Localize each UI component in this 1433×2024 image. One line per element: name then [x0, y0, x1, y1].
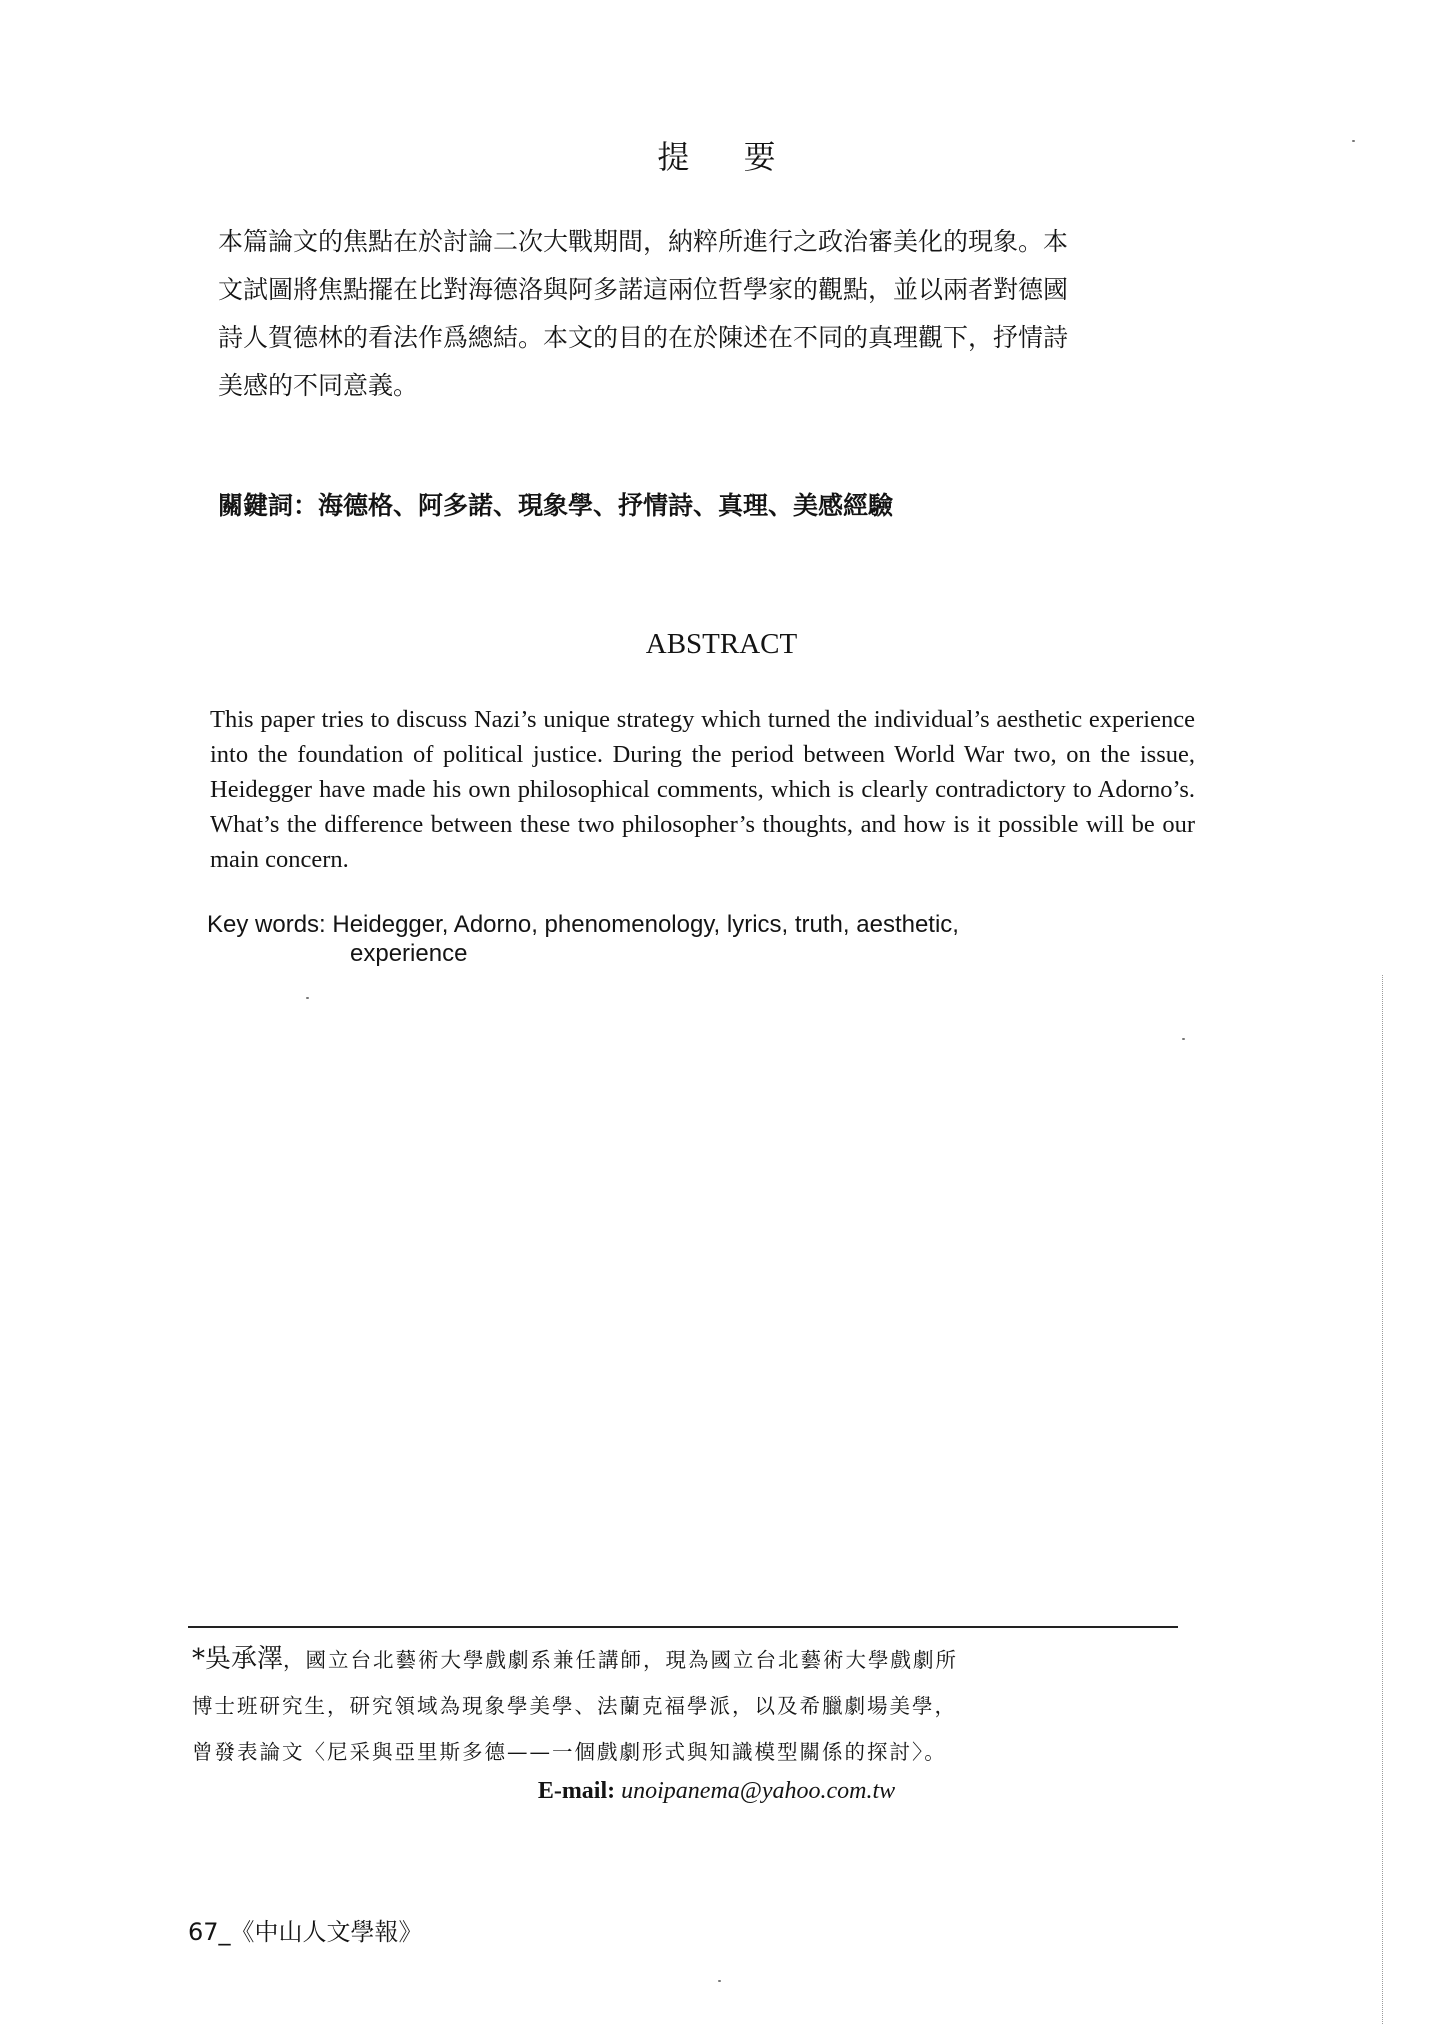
author-affiliation: ，國立台北藝術大學戲劇系兼任講師，現為國立台北藝術大學戲劇所	[283, 1648, 959, 1672]
author-name: *吳承澤	[192, 1644, 284, 1674]
chinese-abstract-title: 提 要	[657, 138, 798, 176]
author-email	[0, 1778, 1433, 1805]
chinese-abstract-body	[218, 218, 1178, 410]
email-label: E-mail:	[537, 1778, 616, 1804]
scan-speck	[1182, 1038, 1185, 1040]
chinese-abstract-line: 美感的不同意義。	[218, 371, 419, 400]
footnote-line	[192, 1636, 1192, 1683]
scan-speck	[718, 1980, 721, 1982]
chinese-abstract-line: 詩人賀德林的看法作爲總結。本文的目的在於陳述在不同的真理觀下，抒情詩	[218, 323, 1069, 352]
chinese-keywords: 關鍵詞：海德格、阿多諾、現象學、抒情詩、真理、美感經驗	[218, 491, 894, 520]
chinese-abstract-line: 本篇論文的焦點在於討論二次大戰期間，納粹所進行之政治審美化的現象。本	[218, 227, 1069, 256]
footnote-rule	[188, 1626, 1178, 1628]
author-footnote	[192, 1636, 1192, 1775]
english-abstract-title: ABSTRACT	[645, 628, 798, 660]
page-number-journal: 67_《中山人文學報》	[188, 1918, 423, 1946]
english-abstract-body: This paper tries to discuss Nazi’s unique strategy which turned the individual’s aesthetic experience into the foundation of political justice. During the period between World War two, on the issue, Heidegger have made his own philosophical comments, which is clearly contradictory to Adorno’s. What’s the difference between these two philosopher’s thoughts, and how is it possible will be our main concern.	[210, 706, 1195, 873]
english-keywords	[207, 910, 1107, 968]
english-keywords-continuation: experience	[350, 940, 468, 967]
email-address: unoipanema@yahoo.com.tw	[621, 1778, 896, 1804]
scan-speck	[306, 997, 309, 999]
chinese-abstract-line: 文試圖將焦點擺在比對海德洛與阿多諾這兩位哲學家的觀點，並以兩者對德國	[218, 275, 1069, 304]
scan-speck	[1352, 140, 1355, 142]
footnote-line: 曾發表論文〈尼采與亞里斯多德——一個戲劇形式與知識模型關係的探討〉。	[192, 1740, 947, 1764]
english-keywords-line: Key words: Heidegger, Adorno, phenomenology, lyrics, truth, aesthetic,	[207, 911, 959, 938]
scan-edge-line	[1382, 975, 1383, 2024]
footnote-line: 博士班研究生，研究領域為現象學美學、法蘭克福學派，以及希臘劇場美學，	[192, 1694, 957, 1718]
